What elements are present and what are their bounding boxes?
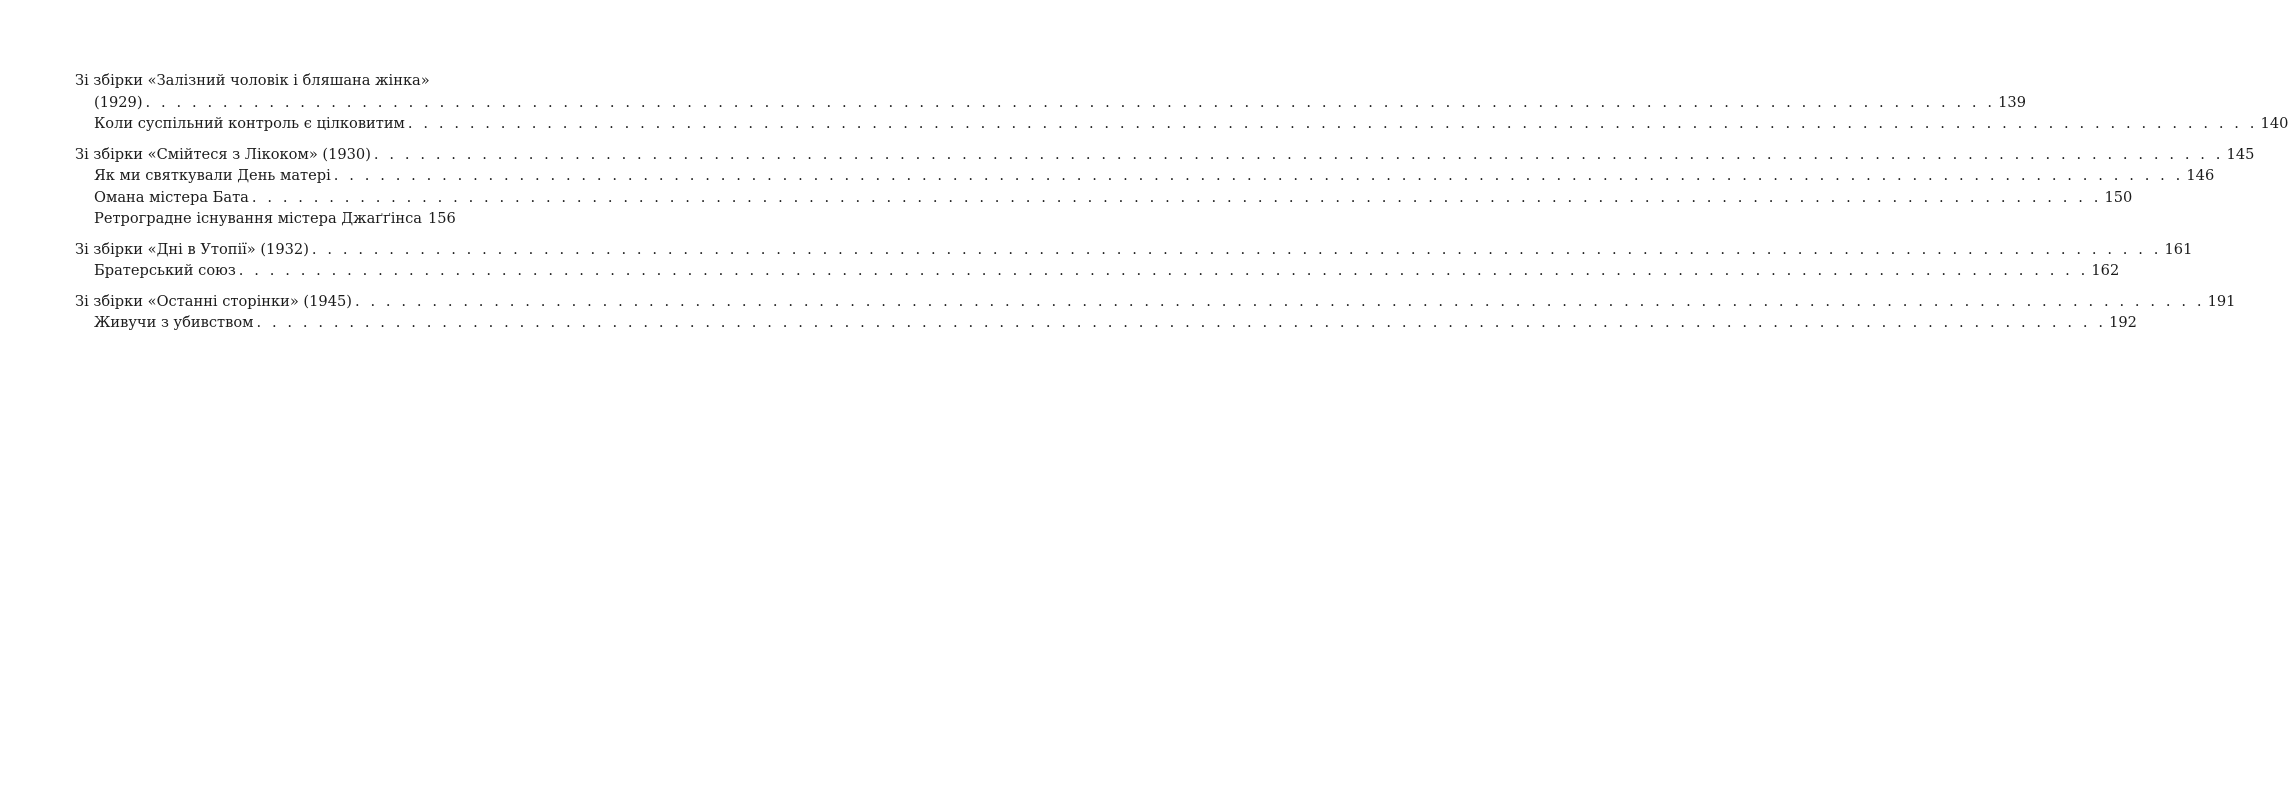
dot-leader: . . . . . . . . . . . . . . . . . . . . . . . . . . . . . . . . . . . . . . . . . . . . . . . . . . . . . . . . . . . . . . . . . . . . . . . . . . . . . . . . . . . . . . . . . . . . . . . . . . . . . . . . . . . . . . . . . . . . . . . . — [407, 115, 2258, 132]
toc-section-heading[interactable] — [75, 70, 448, 92]
toc-page-number: 140 — [2260, 115, 2288, 132]
toc-section-heading[interactable] — [75, 144, 2255, 166]
dot-leader: . . . . . . . . . . . . . . . . . . . . . . . . . . . . . . . . . . . . . . . . . . . . . . . . . . . . . . . . . . . . . . . . . . . . . . . . . . . . . . . . . . . . . . . . . . . . . . . . . . . . . . . . . . . . . . . . . . . . . . . . — [145, 93, 1996, 111]
toc-entry-title: Як ми святкували День матері — [94, 167, 331, 184]
toc-section — [75, 70, 2288, 135]
toc-section — [75, 239, 2193, 282]
toc-page-number: 145 — [2226, 145, 2255, 163]
toc-page-number: 146 — [2186, 167, 2215, 184]
dot-leader: . . . . . . . . . . . . . . . . . . . . . . . . . . . . . . . . . . . . . . . . . . . . . . . . . . . . . . . . . . . . . . . . . . . . . . . . . . . . . . . . . . . . . . . . . . . . . . . . . . . . . . . . . . . . . . . . . . . . . . . . — [251, 188, 2102, 206]
toc-page-number: 161 — [2164, 240, 2193, 258]
toc-page-number: 150 — [2104, 188, 2133, 206]
toc-entry-title: Зі збірки «Залізний чоловік і бляшана жінка» — [75, 72, 430, 89]
toc-entry-title: Зі збірки «Дні в Утопії» (1932) — [75, 240, 309, 258]
toc-entry[interactable] — [75, 312, 2137, 334]
toc-entry[interactable] — [75, 187, 2133, 209]
toc-entry[interactable] — [75, 92, 2026, 114]
dot-leader: . . . . . . . . . . . . . . . . . . . . . . . . . . . . . . . . . . . . . . . . . . . . . . . . . . . . . . . . . . . . . . . . . . . . . . . . . . . . . . . . . . . . . . . . . . . . . . . . . . . . . . . . . . . . . . . . . . . . . . . . — [373, 145, 2224, 163]
toc-section — [75, 291, 2236, 334]
toc-entry-title: Братерський союз — [94, 262, 236, 279]
toc-entry-title: Живучи з убивством — [94, 314, 254, 331]
dot-leader: . . . . . . . . . . . . . . . . . . . . . . . . . . . . . . . . . . . . . . . . . . . . . . . . . . . . . . . . . . . . . . . . . . . . . . . . . . . . . . . . . . . . . . . . . . . . . . . . . . . . . . . . . . . . . . . . . . . . . . . . — [333, 167, 2184, 184]
toc-entry[interactable] — [75, 165, 2215, 187]
toc-entry[interactable] — [75, 113, 2288, 135]
toc-page-number: 139 — [1998, 93, 2026, 111]
dot-leader: . . . . . . . . . . . . . . . . . . . . . . . . . . . . . . . . . . . . . . . . . . . . . . . . . . . . . . . . . . . . . . . . . . . . . . . . . . . . . . . . . . . . . . . . . . . . . . . . . . . . . . . . . . . . . . . . . . . . . . . . — [256, 314, 2107, 331]
toc-entry[interactable] — [75, 208, 456, 230]
toc-entry-title: Зі збірки «Останні сторінки» (1945) — [75, 292, 352, 310]
dot-leader: . . . . . . . . . . . . . . . . . . . . . . . . . . . . . . . . . . . . . . . . . . . . . . . . . . . . . . . . . . . . . . . . . . . . . . . . . . . . . . . . . . . . . . . . . . . . . . . . . . . . . . . . . . . . . . . . . . . . . . . . — [311, 240, 2162, 258]
toc-entry-title: Зі збірки «Смійтеся з Лікоком» (1930) — [75, 145, 371, 163]
toc-page-number: 156 — [427, 210, 456, 227]
toc-page-number: 191 — [2207, 292, 2236, 310]
toc-entry-title: (1929) — [94, 93, 143, 111]
table-of-contents — [75, 70, 2288, 343]
toc-entry-title: Омана містера Бата — [94, 188, 249, 206]
toc-entry-title: Ретроградне існування містера Джаґґінса — [94, 210, 422, 227]
dot-leader: . . . . . . . . . . . . . . . . . . . . . . . . . . . . . . . . . . . . . . . . . . . . . . . . . . . . . . . . . . . . . . . . . . . . . . . . . . . . . . . . . . . . . . . . . . . . . . . . . . . . . . . . . . . . . . . . . . . . . . . . — [238, 262, 2089, 279]
dot-leader: . . . . . . . . . . . . . . . . . . . . . . . . . . . . . . . . . . . . . . . . . . . . . . . . . . . . . . . . . . . . . . . . . . . . . . . . . . . . . . . . . . . . . . . . . . . . . . . . . . . . . . . . . . . . . . . . . . . . . . . . — [354, 292, 2205, 310]
toc-section-heading[interactable] — [75, 239, 2193, 261]
toc-page-number: 162 — [2091, 262, 2120, 279]
toc-section-heading[interactable] — [75, 291, 2236, 313]
toc-entry[interactable] — [75, 260, 2120, 282]
toc-section — [75, 144, 2255, 230]
toc-entry-title: Коли суспільний контроль є цілковитим — [94, 115, 405, 132]
toc-page-number: 192 — [2109, 314, 2137, 331]
